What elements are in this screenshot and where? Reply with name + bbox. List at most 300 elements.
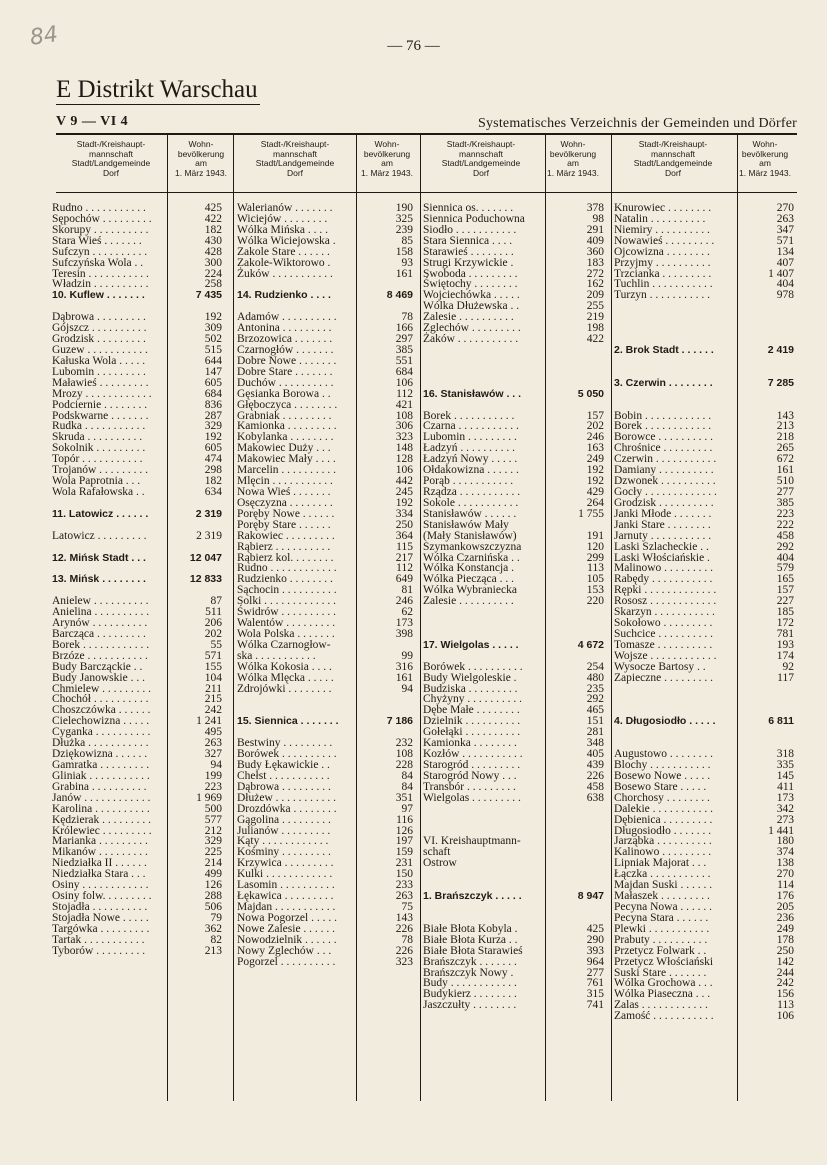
population-value: 212 xyxy=(204,824,222,837)
population-value: 500 xyxy=(204,802,222,815)
place-name: Świdrów . . . . . . . . . . xyxy=(237,606,337,619)
place-name: Rudzienko . . . . . . . . xyxy=(237,573,333,586)
header-line: am xyxy=(567,158,579,169)
population-value: 277 xyxy=(586,966,604,979)
header-line: bevölkerung xyxy=(549,148,597,159)
place-name: Osęczyzna . . . . . . . . xyxy=(237,496,333,509)
table-row xyxy=(423,542,604,553)
place-name: Rudno . . . . . . . . . . . xyxy=(52,202,146,214)
population-value: 405 xyxy=(586,748,604,761)
population-value: 5 050 xyxy=(577,387,604,400)
population-value: 761 xyxy=(586,977,604,990)
place-name: Podciernie . . . . . . . . xyxy=(52,398,148,411)
place-name: Brańszczyk Nowy . xyxy=(423,966,514,979)
place-column-header xyxy=(56,140,166,178)
pencil-annotation: 84 xyxy=(28,22,60,51)
place-name: 4. Długosiodło . . . . . xyxy=(614,715,716,728)
population-value: 84 xyxy=(401,769,413,782)
population-value: 79 xyxy=(210,911,222,924)
table-row xyxy=(237,389,413,400)
table-row xyxy=(423,858,604,869)
place-name: Sępochów . . . . . . . . . xyxy=(52,212,152,225)
population-value: 458 xyxy=(586,780,604,793)
population-value: 239 xyxy=(395,223,413,236)
place-name: Grodzisk . . . . . . . . . . xyxy=(614,496,714,509)
table-row xyxy=(614,946,794,957)
place-name: Dobre Nowe . . . . . . . xyxy=(237,354,337,367)
place-name: Białe Błota Kurza . . xyxy=(423,933,518,946)
population-column-header xyxy=(358,140,416,178)
page-subtitle: Systematisches Verzeichnis der Gemeinden und Dörfer xyxy=(477,116,797,131)
population-value: 421 xyxy=(395,398,413,411)
population-value: 214 xyxy=(204,857,222,870)
population-value: 112 xyxy=(396,562,413,575)
population-value: 579 xyxy=(776,562,794,575)
place-name: Malinowo . . . . . . . . . xyxy=(614,562,714,575)
place-name: Kalinowo . . . . . . . . . xyxy=(614,846,712,859)
place-name: Wólka Czarnogłow- xyxy=(237,638,331,651)
place-name: Dziękowizna . . . . . . xyxy=(52,748,148,761)
place-name: Wola Polska . . . . . . . xyxy=(237,627,335,640)
population-value: 93 xyxy=(401,256,413,269)
place-name: Kośminy . . . . . . . . . xyxy=(237,846,331,859)
place-name: Strugi Krzywickie . xyxy=(423,256,514,269)
place-name: Dębienica . . . . . . . . . xyxy=(614,813,713,826)
population-value: 634 xyxy=(204,485,222,498)
place-name: Wólka Konstancja . xyxy=(423,562,515,575)
population-value: 117 xyxy=(777,671,794,684)
place-name: VI. Kreishauptmann- xyxy=(423,835,521,848)
place-name: Marcelin . . . . . . . . . . xyxy=(237,464,337,477)
table-row xyxy=(614,815,794,826)
header-line: am xyxy=(759,158,771,169)
table-row xyxy=(423,836,604,847)
section-heading-row xyxy=(237,716,413,727)
table-row xyxy=(237,815,413,826)
population-value: 297 xyxy=(395,333,413,346)
place-name: Laski Szlacheckie . . xyxy=(614,540,709,553)
population-value: 12 833 xyxy=(189,573,222,586)
population-value: 1 441 xyxy=(768,824,794,837)
population-value: 318 xyxy=(776,748,794,761)
table-row xyxy=(614,356,794,367)
population-value: 291 xyxy=(586,223,604,236)
population-value: 347 xyxy=(776,223,794,236)
population-value: 78 xyxy=(401,311,413,324)
population-value: 128 xyxy=(395,453,413,466)
population-value: 329 xyxy=(204,420,222,433)
population-value: 155 xyxy=(204,660,222,673)
table-row xyxy=(423,596,604,607)
place-name: Choszczówka . . . . . . xyxy=(52,704,151,717)
population-value: 180 xyxy=(776,835,794,848)
place-name: Wola Rafałowska . . xyxy=(52,485,145,498)
place-name: Chmielew . . . . . . . . . xyxy=(52,682,152,695)
population-value: 362 xyxy=(204,922,222,935)
place-name: Rudno . . . . . . . . . . . . xyxy=(237,562,337,575)
place-name: Rąbierz kol. . . . . . . . xyxy=(237,551,334,564)
population-value: 265 xyxy=(776,442,794,455)
place-name: schaft xyxy=(423,846,451,859)
place-name: Łączka . . . . . . . . . . . xyxy=(614,868,711,881)
table-row xyxy=(237,269,413,280)
place-name: Tartak . . . . . . . . . . . xyxy=(52,933,145,946)
population-value: 134 xyxy=(776,245,794,258)
population-value: 211 xyxy=(205,682,222,695)
population-value: 242 xyxy=(204,704,222,717)
place-name: Natalin . . . . . . . . . . xyxy=(614,212,706,225)
place-name: Kulki . . . . . . . . . . . . xyxy=(237,868,333,881)
table-row xyxy=(52,487,222,498)
table-column xyxy=(614,203,794,1022)
place-name: Dzielnik . . . . . . . . . . xyxy=(423,715,521,728)
place-name: Zapieczne . . . . . . . . . xyxy=(614,671,713,684)
place-name: Wólka Mlęcka . . . . . xyxy=(237,671,334,684)
table-row xyxy=(423,334,604,345)
table-row xyxy=(423,367,604,378)
header-line: Dorf xyxy=(286,167,304,178)
population-value: 315 xyxy=(586,988,604,1001)
place-name: Knurowiec . . . . . . . . xyxy=(614,202,712,214)
population-value: 323 xyxy=(395,955,413,968)
population-value: 439 xyxy=(586,759,604,772)
population-value: 142 xyxy=(776,955,794,968)
population-value: 510 xyxy=(776,475,794,488)
population-value: 404 xyxy=(776,278,794,291)
population-value: 249 xyxy=(776,922,794,935)
place-name: Janki Młode . . . . . . . xyxy=(614,507,712,520)
population-column-header xyxy=(736,140,794,178)
place-name: Borek . . . . . . . . . . . xyxy=(423,409,515,422)
place-name: Starogród Nowy . . . xyxy=(423,769,517,782)
population-value: 138 xyxy=(776,857,794,870)
section-code: V 9 — VI 4 xyxy=(56,114,129,129)
population-value: 182 xyxy=(204,223,222,236)
place-name: 12. Mińsk Stadt . . . xyxy=(52,551,146,564)
population-value: 836 xyxy=(204,398,222,411)
header-line: mannschaft xyxy=(273,148,317,159)
place-name: Bosewo Nowe . . . . . xyxy=(614,769,711,782)
table-row xyxy=(423,869,604,880)
place-name: Starogród . . . . . . . . . xyxy=(423,759,521,772)
place-name: Gęsianka Borowa . . xyxy=(237,387,331,400)
population-value: 217 xyxy=(395,551,413,564)
population-value: 174 xyxy=(776,649,794,662)
place-name: Kamionka . . . . . . . . . xyxy=(237,420,337,433)
table-row xyxy=(423,258,604,269)
place-name: Plewki . . . . . . . . . . . xyxy=(614,922,710,935)
population-value: 323 xyxy=(395,431,413,444)
place-name: Majdan . . . . . . . . . . . xyxy=(237,901,336,913)
population-value: 162 xyxy=(586,278,604,291)
population-value: 378 xyxy=(586,202,604,214)
population-value: 150 xyxy=(395,868,413,881)
population-value: 300 xyxy=(204,256,222,269)
population-value: 106 xyxy=(776,1010,794,1023)
place-name: Majdan Suski . . . . . . xyxy=(614,879,713,892)
place-name: Budy Łękawickie . . xyxy=(237,759,330,772)
table-row xyxy=(237,258,413,269)
place-name: Borek . . . . . . . . . . . . xyxy=(52,638,150,651)
population-value: 159 xyxy=(395,846,413,859)
header-line: bevölkerung xyxy=(177,148,225,159)
population-value: 94 xyxy=(401,682,413,695)
place-name: 17. Wielgolas . . . . . xyxy=(423,638,519,651)
place-name: Suchcice . . . . . . . . . . xyxy=(614,627,714,640)
place-name: Tomasze . . . . . . . . . . xyxy=(614,638,713,651)
place-name: Tyborów . . . . . . . . . xyxy=(52,944,146,957)
population-value: 183 xyxy=(586,256,604,269)
population-value: 422 xyxy=(586,333,604,346)
place-name: Chyżyny . . . . . . . . . . xyxy=(423,693,523,706)
place-name: Zalesie . . . . . . . . . . xyxy=(423,311,514,324)
population-value: 272 xyxy=(586,267,604,280)
table-row xyxy=(423,607,604,618)
table-row xyxy=(423,815,604,826)
population-value: 81 xyxy=(401,584,413,597)
place-name: Pecyna Stara . . . . . . xyxy=(614,911,709,924)
population-value: 605 xyxy=(204,376,222,389)
place-name: Głęboczyca . . . . . . . . xyxy=(237,398,338,411)
header-line: 1. März 1943. xyxy=(547,167,599,178)
table-row xyxy=(614,804,794,815)
population-value: 263 xyxy=(204,737,222,750)
place-name: 1. Brańszczyk . . . . . xyxy=(423,890,522,903)
place-name: Lubomin . . . . . . . . . xyxy=(423,431,517,444)
population-value: 511 xyxy=(205,606,222,619)
place-name: Arynów . . . . . . . . . . xyxy=(52,617,148,630)
place-name: Poręby Nowe . . . . . . xyxy=(237,507,335,520)
population-value: 99 xyxy=(401,649,413,662)
place-name: Królewiec . . . . . . . . . xyxy=(52,824,152,837)
population-value: 205 xyxy=(776,901,794,913)
place-name: Osiny folw. . . . . . . . . xyxy=(52,890,152,903)
population-value: 1 241 xyxy=(196,715,222,728)
place-name: Gołełąki . . . . . . . . . . xyxy=(423,726,521,739)
population-value: 264 xyxy=(586,496,604,509)
place-name: Starawieś . . . . . . . . xyxy=(423,245,514,258)
population-value: 87 xyxy=(210,595,222,608)
population-value: 246 xyxy=(395,595,413,608)
place-name: Rępki . . . . . . . . . . . . . xyxy=(614,584,717,597)
population-value: 85 xyxy=(401,234,413,247)
population-value: 94 xyxy=(210,759,222,772)
place-name: Chełst . . . . . . . . . . . xyxy=(237,769,330,782)
column-divider xyxy=(420,133,421,1101)
place-name: Jaszczułty . . . . . . . . xyxy=(423,999,517,1012)
header-line: Dorf xyxy=(102,167,120,178)
population-value: 250 xyxy=(395,518,413,531)
place-name: Antonina . . . . . . . . . xyxy=(237,322,332,335)
place-name: Szymankowszczyzna xyxy=(423,540,522,553)
population-value: 236 xyxy=(776,911,794,924)
table-row xyxy=(614,542,794,553)
place-name: Gójszcz . . . . . . . . . . xyxy=(52,322,147,335)
table-row xyxy=(614,1011,794,1022)
population-value: 428 xyxy=(204,245,222,258)
place-name: Brzozowica . . . . . . . xyxy=(237,333,333,346)
place-name: Zakole-Wiktorowo . xyxy=(237,256,331,269)
place-name: Dłużka . . . . . . . . . . . xyxy=(52,737,149,750)
population-value: 233 xyxy=(395,879,413,892)
place-name: Ojcowizna . . . . . . . . xyxy=(614,245,710,258)
place-name: Ostrow xyxy=(423,857,457,870)
place-name: Turzyn . . . . . . . . . . . xyxy=(614,289,711,302)
place-name: Nowa Wieś . . . . . . . xyxy=(237,485,331,498)
population-value: 191 xyxy=(586,529,604,542)
population-value: 465 xyxy=(586,704,604,717)
population-value: 270 xyxy=(776,202,794,214)
population-value: 254 xyxy=(586,660,604,673)
population-value: 281 xyxy=(586,726,604,739)
header-line: Wohn- xyxy=(752,139,778,149)
place-name: Sokole . . . . . . . . . . . xyxy=(423,496,519,509)
place-name: Borowce . . . . . . . . . . xyxy=(614,431,714,444)
place-name: Bosewo Stare . . . . . xyxy=(614,780,707,793)
place-name: Laski Włościańskie . xyxy=(614,551,710,564)
population-value: 185 xyxy=(776,606,794,619)
population-value: 1 755 xyxy=(578,507,604,520)
place-name: Gliniak . . . . . . . . . . . xyxy=(52,769,150,782)
population-value: 116 xyxy=(396,813,413,826)
place-name: Dobre Stare . . . . . . . xyxy=(237,365,333,378)
population-value: 1 969 xyxy=(196,791,222,804)
population-value: 246 xyxy=(586,431,604,444)
place-name: 2. Brok Stadt . . . . . . xyxy=(614,343,714,356)
table-row xyxy=(237,247,413,258)
table-row xyxy=(237,400,413,411)
table-row xyxy=(614,684,794,695)
place-name: Suski Stare . . . . . . . xyxy=(614,966,707,979)
table-row xyxy=(52,946,222,957)
place-name: Wielgolas . . . . . . . . . xyxy=(423,791,521,804)
population-value: 198 xyxy=(586,322,604,335)
population-value: 222 xyxy=(776,518,794,531)
place-name: Drozdówka . . . . . . . . xyxy=(237,802,337,815)
population-value: 218 xyxy=(776,431,794,444)
place-name: Stara Siennica . . . . xyxy=(423,234,513,247)
section-heading-row xyxy=(237,290,413,301)
place-name: Tuchlin . . . . . . . . . . . xyxy=(614,278,713,291)
table-row xyxy=(614,258,794,269)
population-value: 499 xyxy=(204,868,222,881)
place-name: Borówek . . . . . . . . . . xyxy=(423,660,523,673)
population-value: 75 xyxy=(401,901,413,913)
population-value: 270 xyxy=(776,868,794,881)
population-value: 385 xyxy=(395,343,413,356)
population-value: 226 xyxy=(395,922,413,935)
place-column-header xyxy=(618,140,728,178)
place-name: Rososz . . . . . . . . . . . . xyxy=(614,595,717,608)
population-value: 192 xyxy=(204,431,222,444)
population-value: 225 xyxy=(204,846,222,859)
place-name: Sąchocin . . . . . . . . . . xyxy=(237,584,337,597)
place-name: Wojsze . . . . . . . . . . . . xyxy=(614,649,717,662)
header-line: Stadt-/Kreishaupt- xyxy=(76,139,146,149)
place-name: Poręby Stare . . . . . . xyxy=(237,518,331,531)
place-name: Targówka . . . . . . . . . xyxy=(52,922,150,935)
population-value: 442 xyxy=(395,475,413,488)
population-value: 425 xyxy=(586,922,604,935)
place-name: Grabina . . . . . . . . . . xyxy=(52,780,147,793)
place-name: Wola Paprotnia . . . xyxy=(52,475,141,488)
place-name: Duchów . . . . . . . . . . xyxy=(237,376,334,389)
place-name: Siodło . . . . . . . . . . . xyxy=(423,223,517,236)
place-name: Długosiodło . . . . . . . xyxy=(614,824,712,837)
place-name: Białe Błota Starawieś xyxy=(423,944,523,957)
place-name: Rabędy . . . . . . . . . . . xyxy=(614,573,713,586)
place-name: Pecyna Nowa . . . . . . xyxy=(614,901,713,913)
population-value: 126 xyxy=(204,879,222,892)
population-value: 480 xyxy=(586,671,604,684)
place-name: Czarna . . . . . . . . . . . xyxy=(423,420,519,433)
population-value: 316 xyxy=(395,660,413,673)
place-name: Skarzyn . . . . . . . . . . . xyxy=(614,606,715,619)
place-name: Wólka Dłużewska . . xyxy=(423,300,520,313)
place-name: Grabniak . . . . . . . . . xyxy=(237,409,332,422)
place-name: Zalesie . . . . . . . . . . xyxy=(423,595,514,608)
place-name: Mlęcin . . . . . . . . . . . xyxy=(237,475,333,488)
place-name: Bobin . . . . . . . . . . . . xyxy=(614,409,712,422)
place-name: Borówek . . . . . . . . . . xyxy=(237,748,337,761)
population-value: 182 xyxy=(204,475,222,488)
place-name: Brańszczyk . . . . . . . xyxy=(423,955,517,968)
place-name: Kąty . . . . . . . . . . . . xyxy=(237,835,329,848)
place-name: Niemiry . . . . . . . . . . xyxy=(614,223,710,236)
place-name: Rządza . . . . . . . . . . . xyxy=(423,485,521,498)
population-value: 8 947 xyxy=(577,890,604,903)
place-name: Dłużew . . . . . . . . . . . xyxy=(237,791,337,804)
population-value: 219 xyxy=(586,311,604,324)
place-name: Brzóze . . . . . . . . . . . xyxy=(52,649,148,662)
table-row xyxy=(423,946,604,957)
place-name: Wiciejów . . . . . . . . xyxy=(237,212,328,225)
table-row xyxy=(52,662,222,673)
place-name: Jarnuty . . . . . . . . . . . xyxy=(614,529,712,542)
table-column xyxy=(423,203,604,1011)
place-name: Władzin . . . . . . . . . . xyxy=(52,278,149,291)
table-row xyxy=(614,662,794,673)
place-name: Walentów . . . . . . . . . xyxy=(237,617,336,630)
population-value: 741 xyxy=(586,999,604,1012)
place-name: Augustowo . . . . . . . . xyxy=(614,748,714,761)
place-name: Mikanów . . . . . . . . . xyxy=(52,846,148,859)
place-name: Porąb . . . . . . . . . . . xyxy=(423,475,514,488)
population-value: 206 xyxy=(204,617,222,630)
place-name: Solki . . . . . . . . . . . . . xyxy=(237,595,337,608)
table-row xyxy=(52,389,222,400)
place-name: Trzcianka . . . . . . . . . xyxy=(614,267,712,280)
place-name: Wólka Piaseczna . . . xyxy=(614,988,711,1001)
population-value: 1 407 xyxy=(768,267,794,280)
population-value: 114 xyxy=(777,879,794,892)
table-row xyxy=(423,902,604,913)
place-name: Marianka . . . . . . . . . xyxy=(52,835,148,848)
header-line: mannschaft xyxy=(459,148,503,159)
place-name: Stojadła . . . . . . . . . . xyxy=(52,901,148,913)
place-name: Janów . . . . . . . . . . . . xyxy=(52,791,151,804)
population-value: 228 xyxy=(395,759,413,772)
place-name: Lasomin . . . . . . . . . . xyxy=(237,879,335,892)
population-value: 327 xyxy=(204,748,222,761)
place-name: Skruda . . . . . . . . . . xyxy=(52,431,143,444)
place-name: Zamość . . . . . . . . . . . xyxy=(614,1010,714,1023)
population-value: 104 xyxy=(204,671,222,684)
population-value: 84 xyxy=(401,780,413,793)
population-column-header xyxy=(544,140,602,178)
section-heading-row xyxy=(614,716,794,727)
table-row xyxy=(52,258,222,269)
